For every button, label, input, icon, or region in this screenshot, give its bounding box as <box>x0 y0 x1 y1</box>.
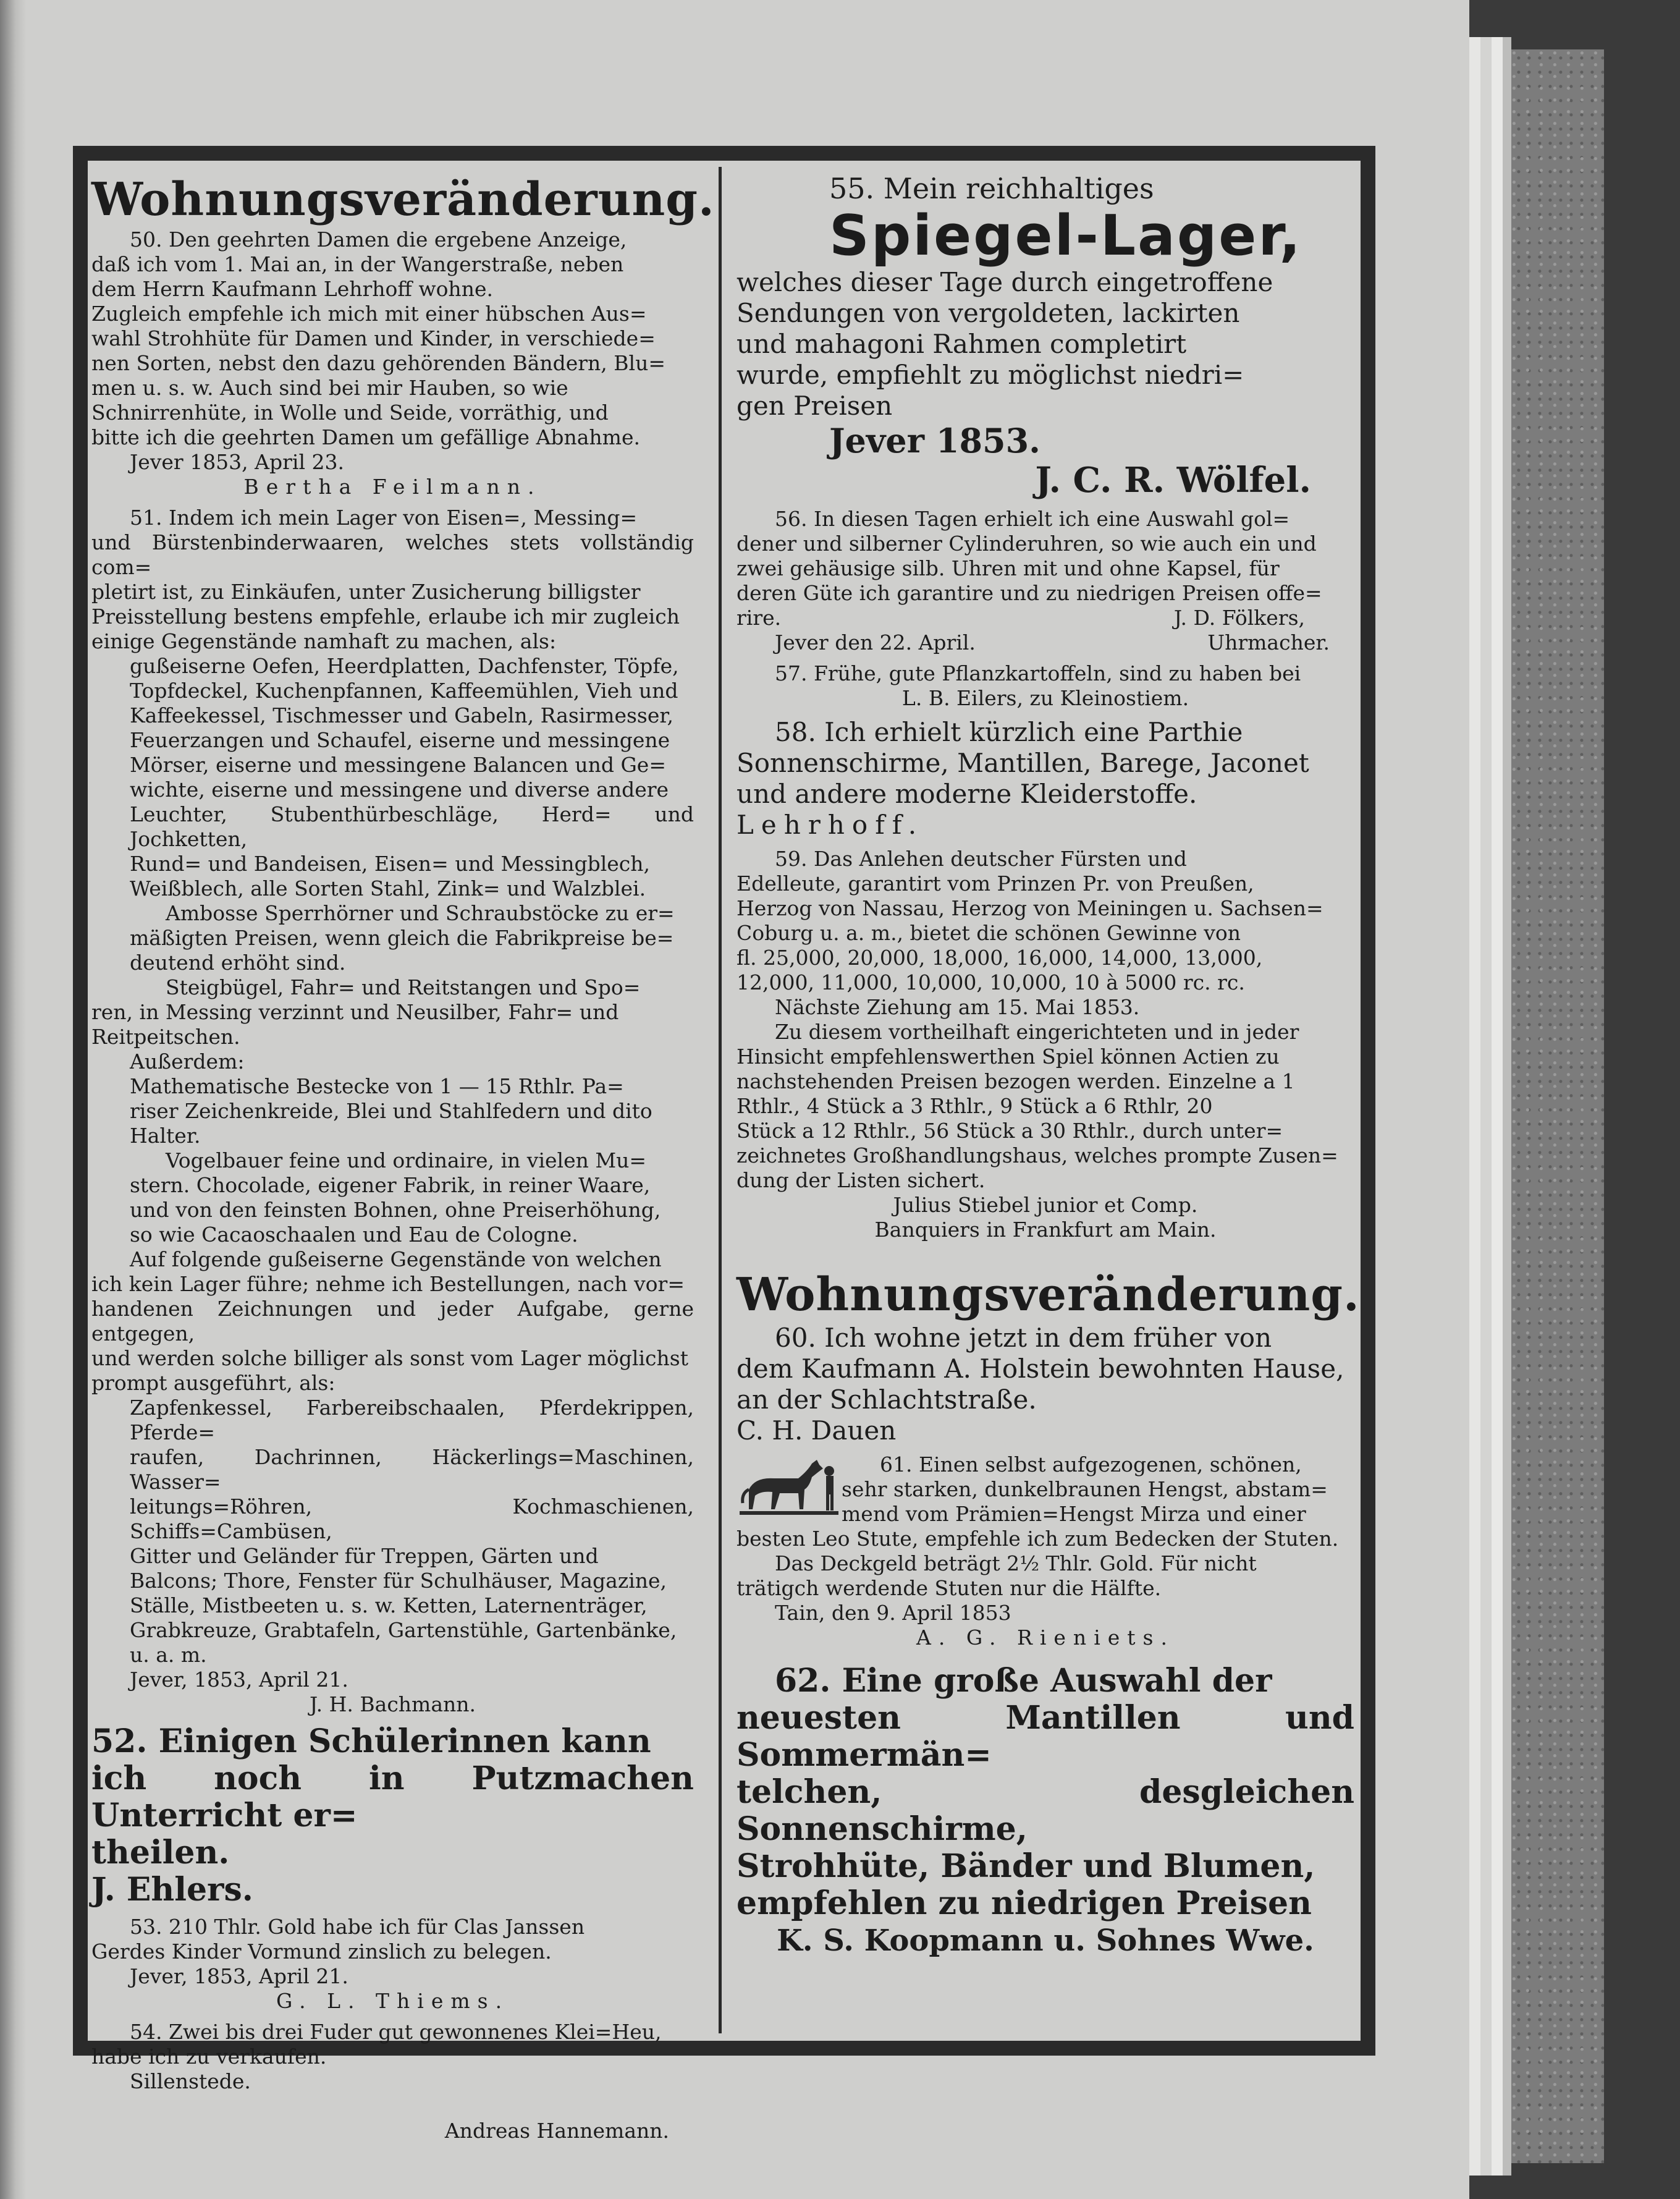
text-line: Schnirrenhüte, in Wolle und Seide, vorräthig, und <box>91 400 609 425</box>
text-line: nen Sorten, nebst den dazu gehörenden Bändern, Blu= <box>91 351 665 375</box>
text-line: Weißblech, alle Sorten Stahl, Zink= und Walzblei. <box>130 876 646 900</box>
text-line: Ambosse Sperrhörner und Schraubstöcke zu er= <box>166 901 675 925</box>
text-line: gen Preisen <box>737 391 893 421</box>
text-line: 50. Den geehrten Damen die ergebene Anzeige, <box>130 227 627 252</box>
ad-56 <box>737 507 1354 655</box>
text-line: 52. Einigen Schülerinnen kann <box>91 1722 651 1760</box>
page-edge <box>1492 37 1503 2176</box>
right-column <box>737 172 1360 1965</box>
text-line: Feuerzangen und Schaufel, eiserne und messingene <box>130 728 670 752</box>
text-line: zwei gehäusige silb. Uhren mit und ohne Kapsel, für <box>737 556 1280 580</box>
text-line: Zapfenkessel, Farbereibschaalen, Pferdekrippen, Pferde= <box>130 1396 694 1444</box>
text-line: Leuchter, Stubenthürbeschläge, Herd= und Jochketten, <box>130 802 694 851</box>
column-divider <box>719 167 722 2033</box>
text-line: theilen. <box>91 1834 230 1871</box>
text-line: Rthlr., 4 Stück a 3 Rthlr., 9 Stück a 6 Rthlr, 20 <box>737 1094 1213 1118</box>
text-line: ich noch in Putzmachen Unterricht er= <box>91 1760 694 1834</box>
text-line: zeichnetes Großhandlungshaus, welches prompte Zusen= <box>737 1143 1338 1167</box>
text-line: empfehlen zu niedrigen Preisen <box>737 1884 1312 1922</box>
text-line: dem Herrn Kaufmann Lehrhoff wohne. <box>91 277 493 301</box>
ad-60 <box>737 1267 1360 1446</box>
ad-57 <box>737 661 1354 711</box>
text-line: fl. 25,000, 20,000, 18,000, 16,000, 14,000, 13,000, <box>737 946 1263 970</box>
binding-shadow <box>0 0 26 2199</box>
ad-signature: J. H. Bachmann. <box>309 1692 476 1716</box>
text-line: Grabkreuze, Grabtafeln, Gartenstühle, Gartenbänke, <box>130 1618 677 1642</box>
text-line: Kaffeekessel, Tischmesser und Gabeln, Rasirmesser, <box>130 703 674 727</box>
ad-heading: Wohnungsveränderung. <box>737 1268 1360 1321</box>
text-line: bitte ich die geehrten Damen um gefällige Abnahme. <box>91 425 640 449</box>
text-line: ich kein Lager führe; nehme ich Bestellungen, nach vor= <box>91 1272 685 1296</box>
text-line: wurde, empfiehlt zu möglichst niedri= <box>737 360 1244 390</box>
ad-61 <box>737 1452 1354 1650</box>
text-line: Das Deckgeld beträgt 2½ Thlr. Gold. Für nicht <box>775 1551 1257 1575</box>
ad-59 <box>737 847 1354 1242</box>
text-line: 53. 210 Thlr. Gold habe ich für Clas Janssen <box>130 1915 585 1939</box>
text-line: Sendungen von vergoldeten, lackirten <box>737 298 1240 328</box>
ad-signature: A. G. Rieniets. <box>916 1625 1175 1650</box>
text-line: und werden solche billiger als sonst vom Lager möglichst <box>91 1346 688 1370</box>
text-line: 12,000, 11,000, 10,000, 10,000, 10 à 5000 rc. rc. <box>737 970 1245 994</box>
text-line: Topfdeckel, Kuchenpfannen, Kaffeemühlen, Vieh und <box>130 679 678 703</box>
text-line: Strohhüte, Bänder und Blumen, <box>737 1847 1315 1885</box>
text-line: Halter. <box>130 1124 201 1148</box>
text-line: Mörser, eiserne und messingene Balancen und Ge= <box>130 753 666 777</box>
text-line: an der Schlachtstraße. <box>737 1384 1037 1415</box>
text-line: Reitpeitschen. <box>91 1025 240 1049</box>
text-line: Auf folgende gußeiserne Gegenstände von welchen <box>130 1247 662 1271</box>
ad-signature: Bertha Feilmann. <box>243 475 542 499</box>
ad-signature: L. B. Eilers, zu Kleinostiem. <box>901 686 1189 710</box>
ad-signature: J. D. Fölkers, <box>1173 606 1305 630</box>
text-line: 62. Eine große Auswahl der <box>775 1662 1272 1700</box>
text-line: Außerdem: <box>130 1049 245 1074</box>
text-line: Ställe, Mistbeeten u. s. w. Ketten, Laternenträger, <box>130 1593 648 1617</box>
ad-heading: Spiegel-Lager, <box>829 203 1302 268</box>
text-line: handenen Zeichnungen und jeder Aufgabe, gerne entgegen, <box>91 1297 694 1345</box>
text-line: Coburg u. a. m., bietet die schönen Gewinne von <box>737 921 1241 945</box>
ad-signature: Andreas Hannemann. <box>444 2119 669 2143</box>
text-line: 51. Indem ich mein Lager von Eisen=, Messing= <box>130 506 638 530</box>
text-line: men u. s. w. Auch sind bei mir Hauben, so wie <box>91 376 568 400</box>
text-line: daß ich vom 1. Mai an, in der Wangerstraße, neben <box>91 252 624 276</box>
text-line: und Bürstenbinderwaaren, welches stets vollständig com= <box>91 530 694 579</box>
ad-51 <box>91 506 694 1717</box>
text-line: Zu diesem vortheilhaft eingerichteten und in jeder <box>775 1020 1299 1044</box>
ad-place: Sillenstede. <box>130 2069 251 2093</box>
ad-place: Jever 1853. <box>829 421 1041 460</box>
text-line: wahl Strohhüte für Damen und Kinder, in verschiede= <box>91 326 656 350</box>
ad-signature: J. C. R. Wölfel. <box>1035 460 1311 501</box>
ad-date: Jever, 1853, April 21. <box>130 1667 348 1692</box>
horse-icon <box>737 1452 842 1520</box>
ad-date: Jever, 1853, April 21. <box>130 1964 348 1988</box>
ad-55 <box>737 172 1354 501</box>
text-line: Preisstellung bestens empfehle, erlaube ich mir zugleich <box>91 604 680 629</box>
text-line: nachstehenden Preisen bezogen werden. Einzelne a 1 <box>737 1069 1295 1093</box>
ad-heading: Wohnungsveränderung. <box>91 173 715 226</box>
text-line: pletirt ist, zu Einkäufen, unter Zusicherung billigster <box>91 580 641 604</box>
text-line: rire. <box>737 606 782 630</box>
text-line: Herzog von Nassau, Herzog von Meiningen u. Sachsen= <box>737 896 1323 920</box>
text-line: besten Leo Stute, empfehle ich zum Bedecken der Stuten. <box>737 1527 1339 1551</box>
text-line: und von den feinsten Bohnen, ohne Preiserhöhung, <box>130 1198 661 1222</box>
text-line: Mathematische Bestecke von 1 — 15 Rthlr. Pa= <box>130 1074 624 1098</box>
ad-50 <box>91 172 715 499</box>
ad-signature: C. H. Dauen <box>737 1415 897 1446</box>
text-line: Nächste Ziehung am 15. Mai 1853. <box>775 995 1140 1019</box>
text-line: Steigbügel, Fahr= und Reitstangen und Spo= <box>166 975 641 999</box>
ad-signature: J. Ehlers. <box>91 1871 253 1909</box>
text-line: deren Güte ich garantire und zu niedrigen Preisen offe= <box>737 581 1322 605</box>
text-line: raufen, Dachrinnen, Häckerlings=Maschinen, Wasser= <box>130 1445 694 1494</box>
text-line: wichte, eiserne und messingene und diverse andere <box>130 777 669 802</box>
text-line: Balcons; Thore, Fenster für Schulhäuser, Magazine, <box>130 1569 667 1593</box>
text-line: Rund= und Bandeisen, Eisen= und Messingblech, <box>130 852 650 876</box>
text-line: Sonnenschirme, Mantillen, Barege, Jaconet <box>737 748 1309 778</box>
text-line: leitungs=Röhren, Kochmaschienen, Schiffs=Cambüsen, <box>130 1494 694 1543</box>
ad-signature: Lehrhoff. <box>737 810 924 840</box>
text-line: 59. Das Anlehen deutscher Fürsten und <box>775 847 1187 871</box>
ad-date: Jever den 22. April. <box>775 630 976 655</box>
text-line: 61. Einen selbst aufgezogenen, schönen, <box>880 1452 1302 1477</box>
text-line: 54. Zwei bis drei Fuder gut gewonnenes Klei=Heu, <box>130 2020 662 2044</box>
text-line: 60. Ich wohne jetzt in dem früher von <box>775 1323 1272 1353</box>
ad-53 <box>91 1915 694 2014</box>
text-line: mend vom Prämien=Hengst Mirza und einer <box>842 1502 1306 1526</box>
text-line: mäßigten Preisen, wenn gleich die Fabrikpreise be= <box>130 926 674 950</box>
text-line: Vogelbauer feine und ordinaire, in vielen Mu= <box>166 1148 647 1172</box>
ad-58 <box>737 717 1354 841</box>
text-line: habe ich zu verkaufen. <box>91 2044 327 2069</box>
text-line: u. a. m. <box>130 1643 207 1667</box>
text-line: telchen, desgleichen Sonnenschirme, <box>737 1773 1354 1848</box>
text-line: dung der Listen sichert. <box>737 1168 986 1192</box>
text-line: dener und silberner Cylinderuhren, so wie auch ein und <box>737 532 1317 556</box>
text-line: und mahagoni Rahmen completirt <box>737 329 1187 359</box>
text-line: 58. Ich erhielt kürzlich eine Parthie <box>775 717 1243 747</box>
ad-signature: Banquiers in Frankfurt am Main. <box>874 1218 1217 1242</box>
ad-signature: Julius Stiebel junior et Comp. <box>893 1193 1198 1217</box>
text-line: deutend erhöht sind. <box>130 951 346 975</box>
ad-62 <box>737 1663 1354 1959</box>
text-line: neuesten Mantillen und Sommermän= <box>737 1699 1354 1774</box>
ad-52 <box>91 1723 694 1909</box>
text-line: einige Gegenstände namhaft zu machen, als: <box>91 629 557 653</box>
ad-signature-role: Uhrmacher. <box>1207 630 1330 655</box>
text-line: gußeiserne Oefen, Heerdplatten, Dachfenster, Töpfe, <box>130 654 679 678</box>
ad-date: Tain, den 9. April 1853 <box>775 1601 1011 1625</box>
text-line: dem Kaufmann A. Holstein bewohnten Hause, <box>737 1354 1344 1384</box>
text-line: welches dieser Tage durch eingetroffene <box>737 267 1273 297</box>
left-column <box>91 172 715 2150</box>
text-line: Zugleich empfehle ich mich mit einer hübschen Aus= <box>91 302 647 326</box>
text-line: ren, in Messing verzinnt und Neusilber, Fahr= und <box>91 1000 619 1024</box>
ad-signature: K. S. Koopmann u. Sohnes Wwe. <box>777 1923 1314 1958</box>
book-cover-edge <box>1511 49 1604 2163</box>
ad-signature: G. L. Thiems. <box>276 1989 510 2013</box>
text-line: Gitter und Geländer für Treppen, Gärten und <box>130 1544 599 1568</box>
text-line: 56. In diesen Tagen erhielt ich eine Auswahl gol= <box>775 507 1290 531</box>
text-line: 55. Mein reichhaltiges <box>829 172 1154 205</box>
text-line: und andere moderne Kleiderstoffe. <box>737 779 1197 809</box>
text-line: riser Zeichenkreide, Blei und Stahlfedern und dito <box>130 1099 652 1123</box>
text-line: Gerdes Kinder Vormund zinslich zu belegen. <box>91 1939 552 1964</box>
page-edge <box>1469 37 1480 2176</box>
text-line: trätigch werdende Stuten nur die Hälfte. <box>737 1576 1162 1600</box>
text-line: Stück a 12 Rthlr., 56 Stück a 30 Rthlr., durch unter= <box>737 1119 1283 1143</box>
ad-date: Jever 1853, April 23. <box>130 450 344 474</box>
text-line: sehr starken, dunkelbraunen Hengst, abstam= <box>842 1477 1328 1501</box>
page-edge <box>1503 37 1511 2176</box>
text-line: 57. Frühe, gute Pflanzkartoffeln, sind zu haben bei <box>775 661 1301 685</box>
text-line: so wie Cacaoschaalen und Eau de Cologne. <box>130 1222 578 1247</box>
text-line: Hinsicht empfehlenswerthen Spiel können Actien zu <box>737 1044 1280 1069</box>
text-line: stern. Chocolade, eigener Fabrik, in reiner Waare, <box>130 1173 651 1197</box>
ad-54 <box>91 2020 694 2143</box>
text-line: prompt ausgeführt, als: <box>91 1371 336 1395</box>
page-edge <box>1480 37 1492 2176</box>
text-line: Edelleute, garantirt vom Prinzen Pr. von Preußen, <box>737 871 1254 896</box>
